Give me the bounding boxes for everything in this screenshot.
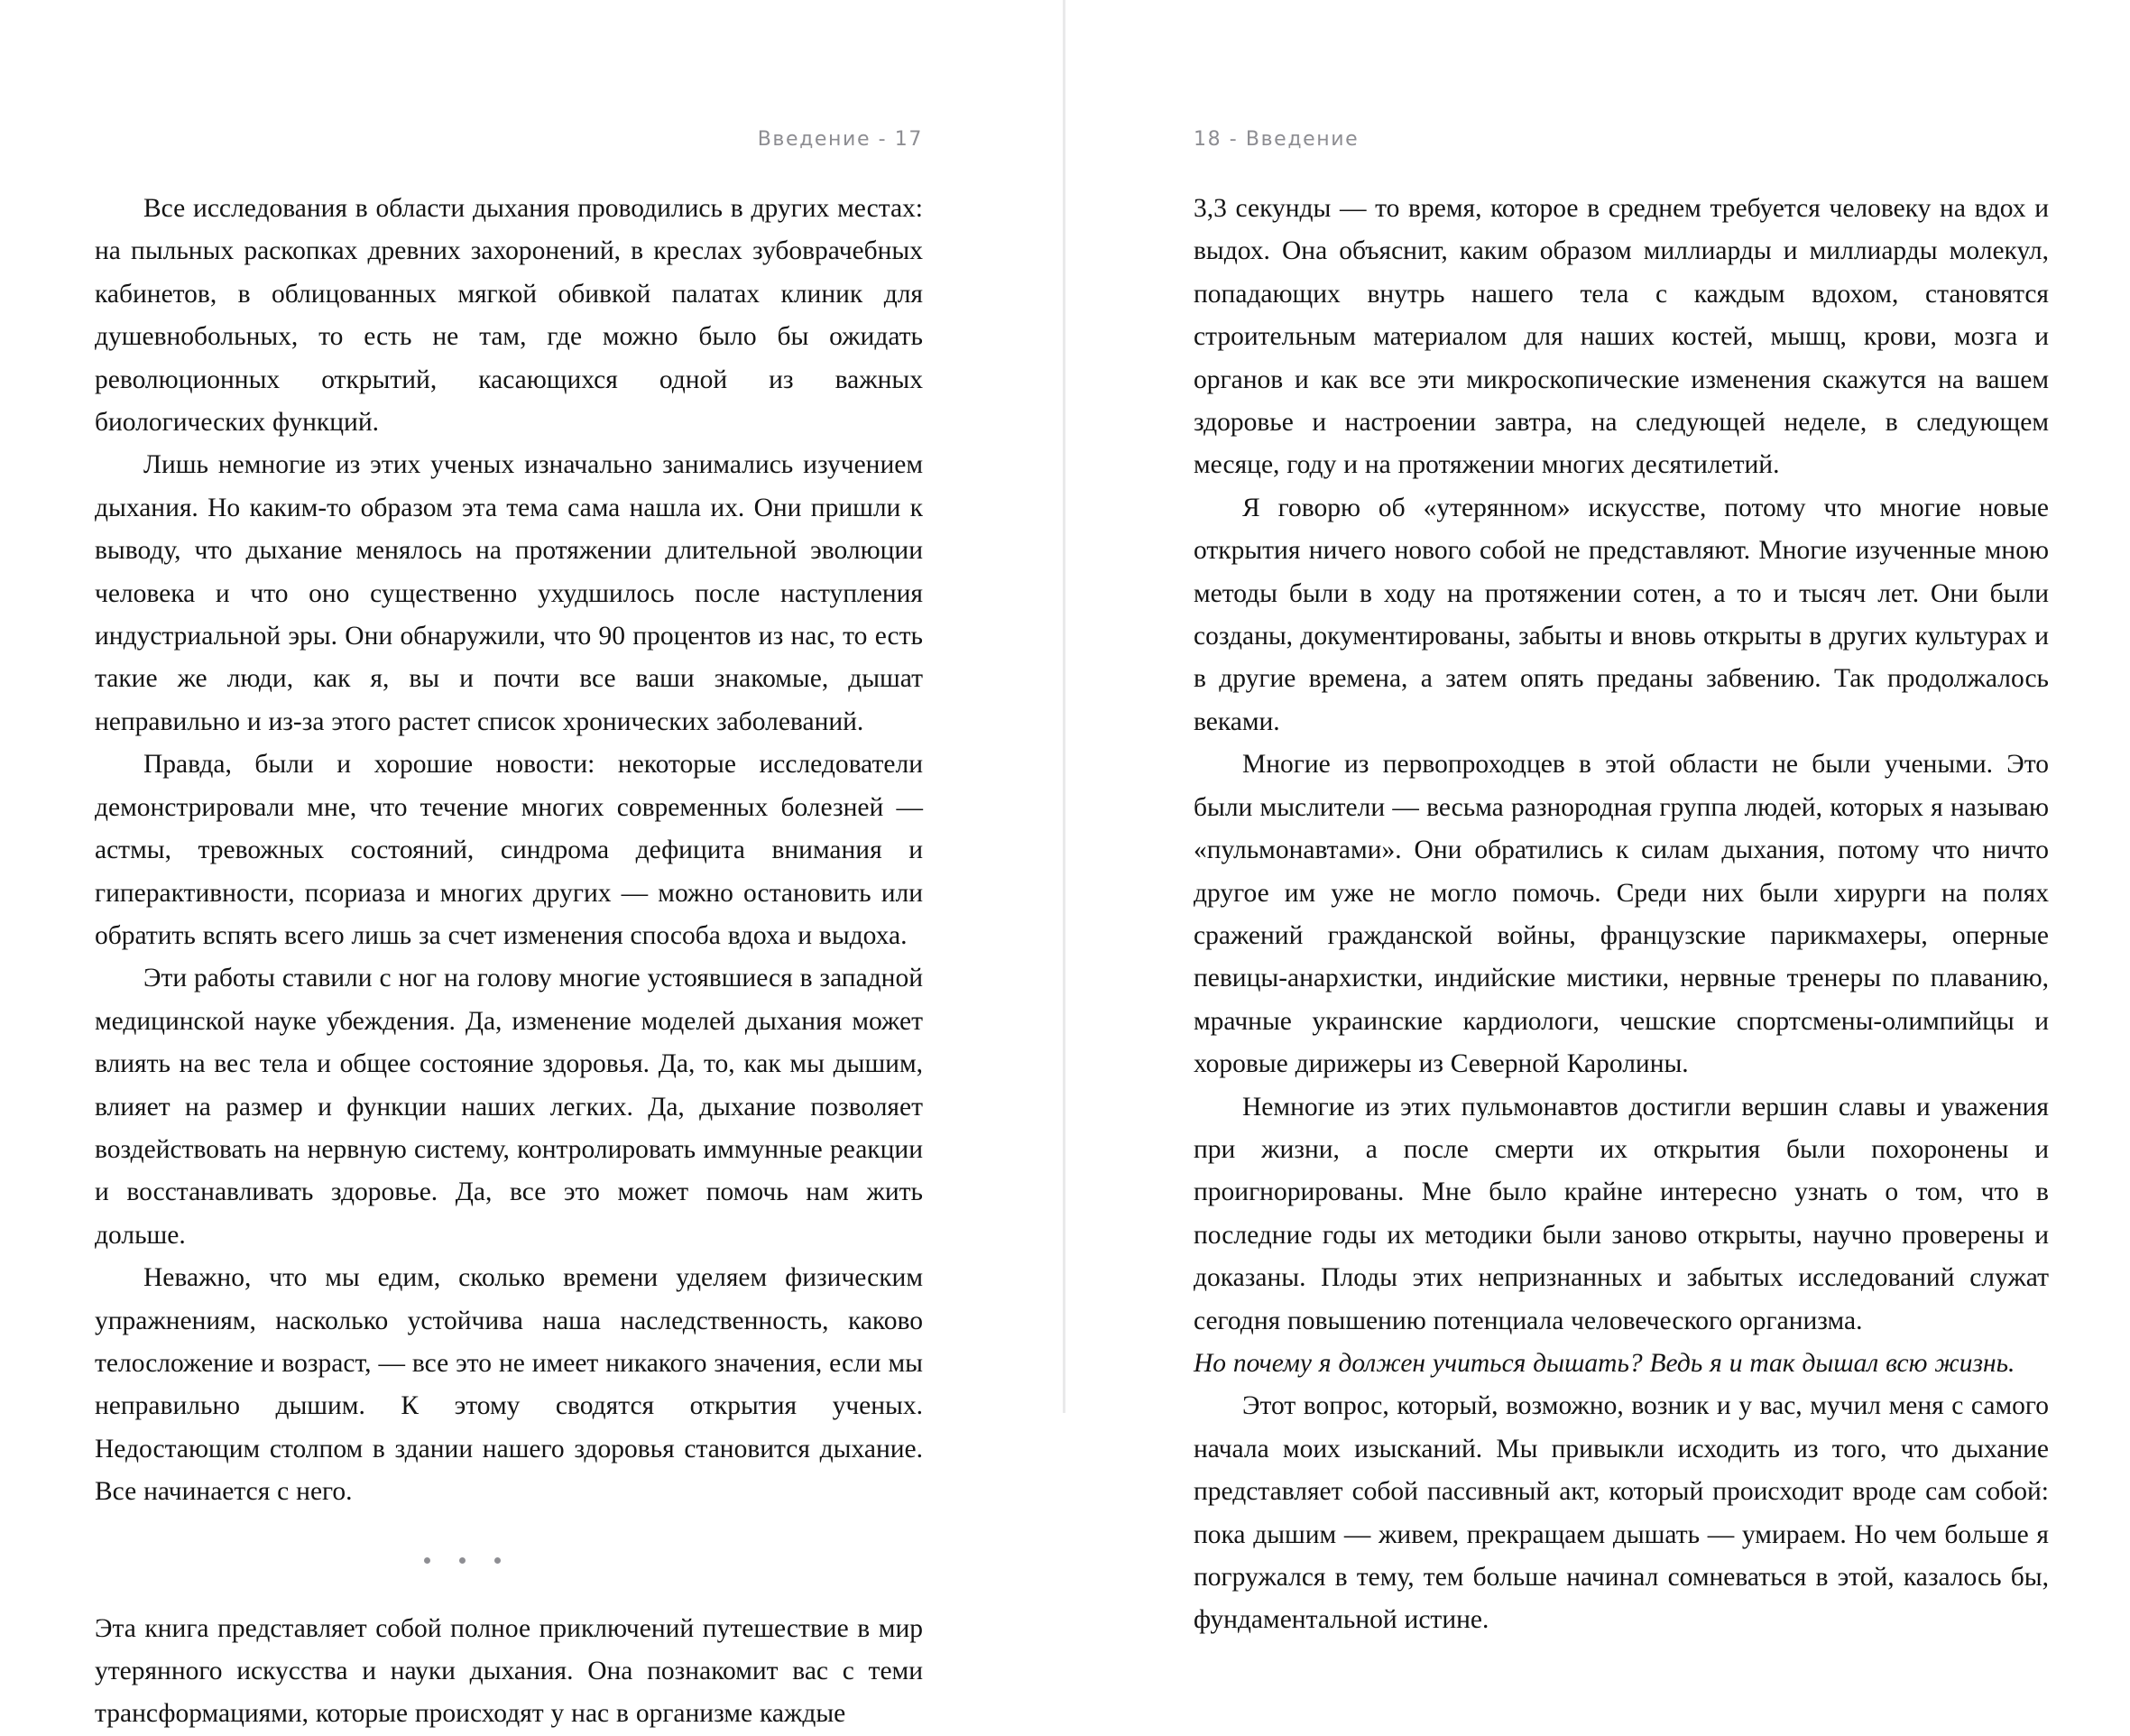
left-page-running-head: Введение - 17: [757, 128, 923, 151]
paragraph: Все исследования в области дыхания проводились в других местах: на пыльных раскопках древних захоронений, в креслах зубоврачебных кабинетов, в облицованных мягкой обивкой палатах клиник для душевнобольных, то есть не там, где можно было бы ожидать революционных открытий, касающихся одной из важных биологических функций.: [95, 194, 923, 438]
paragraph: Неважно, что мы едим, сколько времени уделяем физическим упражнениям, насколько устойчива наша наследственность, каково телосложение и возраст, — все это не имеет никакого значения, если мы неправильно дышим. К этому сводятся открытия ученых. Недостающим столпом в здании нашего здоровья становится дыхание. Все начинается с него.: [95, 1263, 923, 1507]
paragraph: Многие из первопроходцев в этой области не были учеными. Это были мыслители — весьма разнородная группа людей, которых я называю «пульмонавтами». Они обратились к силам дыхания, потому что ничто другое им уже не могло помочь. Среди них были хирурги на полях сражений гражданской войны, французские парикмахеры, оперные певицы-анархистки, индийские мистики, нервные тренеры по плаванию, мрачные украинские кардиологи, чешские спортсмены-олимпийцы и хоровые дирижеры из Северной Каролины.: [1194, 750, 2049, 1079]
paragraph: Эта книга представляет собой полное приключений путешествие в мир утерянного искусства и науки дыхания. Она познакомит вас с теми трансформациями, которые происходят у нас в организме каждые: [95, 1613, 923, 1729]
three-dot-separator: [95, 1514, 923, 1608]
emphasis-question-line: Но почему я должен учиться дышать? Ведь я и так дышал всю жизнь.: [1194, 1348, 2015, 1378]
left-page: [0, 0, 1063, 1729]
separator-dot-icon: [459, 1557, 466, 1564]
paragraph: Правда, были и хорошие новости: некоторые исследователи демонстрировали мне, что течение многих современных болезней — астмы, тревожных состояний, синдрома дефицита внимания и гиперактивности, псориаза и многих других — можно остановить или обратить вспять всего лишь за счет изменения способа вдоха и выдоха.: [95, 750, 923, 950]
right-page: [1063, 0, 2130, 1635]
right-page-text-column: [1194, 188, 2049, 1642]
separator-dot-icon: [424, 1557, 430, 1564]
separator-dot-icon: [494, 1557, 501, 1564]
right-page-running-head: 18 - Введение: [1194, 128, 1360, 151]
paragraph: Этот вопрос, который, возможно, возник и у вас, мучил меня с самого начала моих изысканий. Мы привыкли исходить из того, что дыхание представляет собой пассивный акт, который происходит вроде сам собой: пока дышим — живем, прекращаем дышать — умираем. Но чем больше я погружался в тему, тем больше начинал сомневаться в этой, казалось бы, фундаментальной истине.: [1194, 1391, 2049, 1635]
left-page-text-column: [95, 188, 923, 1736]
paragraph: Эти работы ставили с ног на голову многие устоявшиеся в западной медицинской науке убеждения. Да, изменение моделей дыхания может влиять на вес тела и общее состояние здоровья. Да, то, как мы дышим, влияет на размер и функции наших легких. Да, дыхание позволяет воздействовать на нервную систему, контролировать иммунные реакции и восстанавливать здоровье. Да, все это может помочь нам жить дольше.: [95, 964, 923, 1250]
paragraph: Немногие из этих пульмонавтов достигли вершин славы и уважения при жизни, а после смерти их открытия были похоронены и проигнорированы. Мне было крайне интересно узнать о том, что в последние годы их методики были заново открыты, научно проверены и доказаны. Плоды этих непризнанных и забытых исследований служат сегодня повышению потенциала человеческого организма.: [1194, 1092, 2049, 1335]
paragraph: 3,3 секунды — то время, которое в среднем требуется человеку на вдох и выдох. Она объяснит, каким образом миллиарды и миллиарды молекул, попадающих внутрь нашего тела с каждым вдохом, становятся строительным материалом для наших костей, мышц, крови, мозга и органов и как все эти микроскопические изменения скажутся на вашем здоровье и настроении завтра, на следующей неделе, в следующем месяце, году и на протяжении многих десятилетий.: [1194, 194, 2049, 480]
paragraph: Лишь немногие из этих ученых изначально занимались изучением дыхания. Но каким-то образом эта тема сама нашла их. Они пришли к выводу, что дыхание менялось на протяжении длительной эволюции человека и что оно существенно ухудшилось после наступления индустриальной эры. Они обнаружили, что 90 процентов из нас, то есть такие же люди, как я, вы и почти все ваши знакомые, дышат неправильно и из-за этого растет список хронических заболеваний.: [95, 450, 923, 736]
paragraph: Я говорю об «утерянном» искусстве, потому что многие новые открытия ничего нового собой не представляют. Многие изученные мною методы были в ходу на протяжении сотен, а то и тысяч лет. Они были созданы, документированы, забыты и вновь открыты в других культурах и в другие времена, а затем опять преданы забвению. Так продолжалось веками.: [1194, 493, 2049, 736]
